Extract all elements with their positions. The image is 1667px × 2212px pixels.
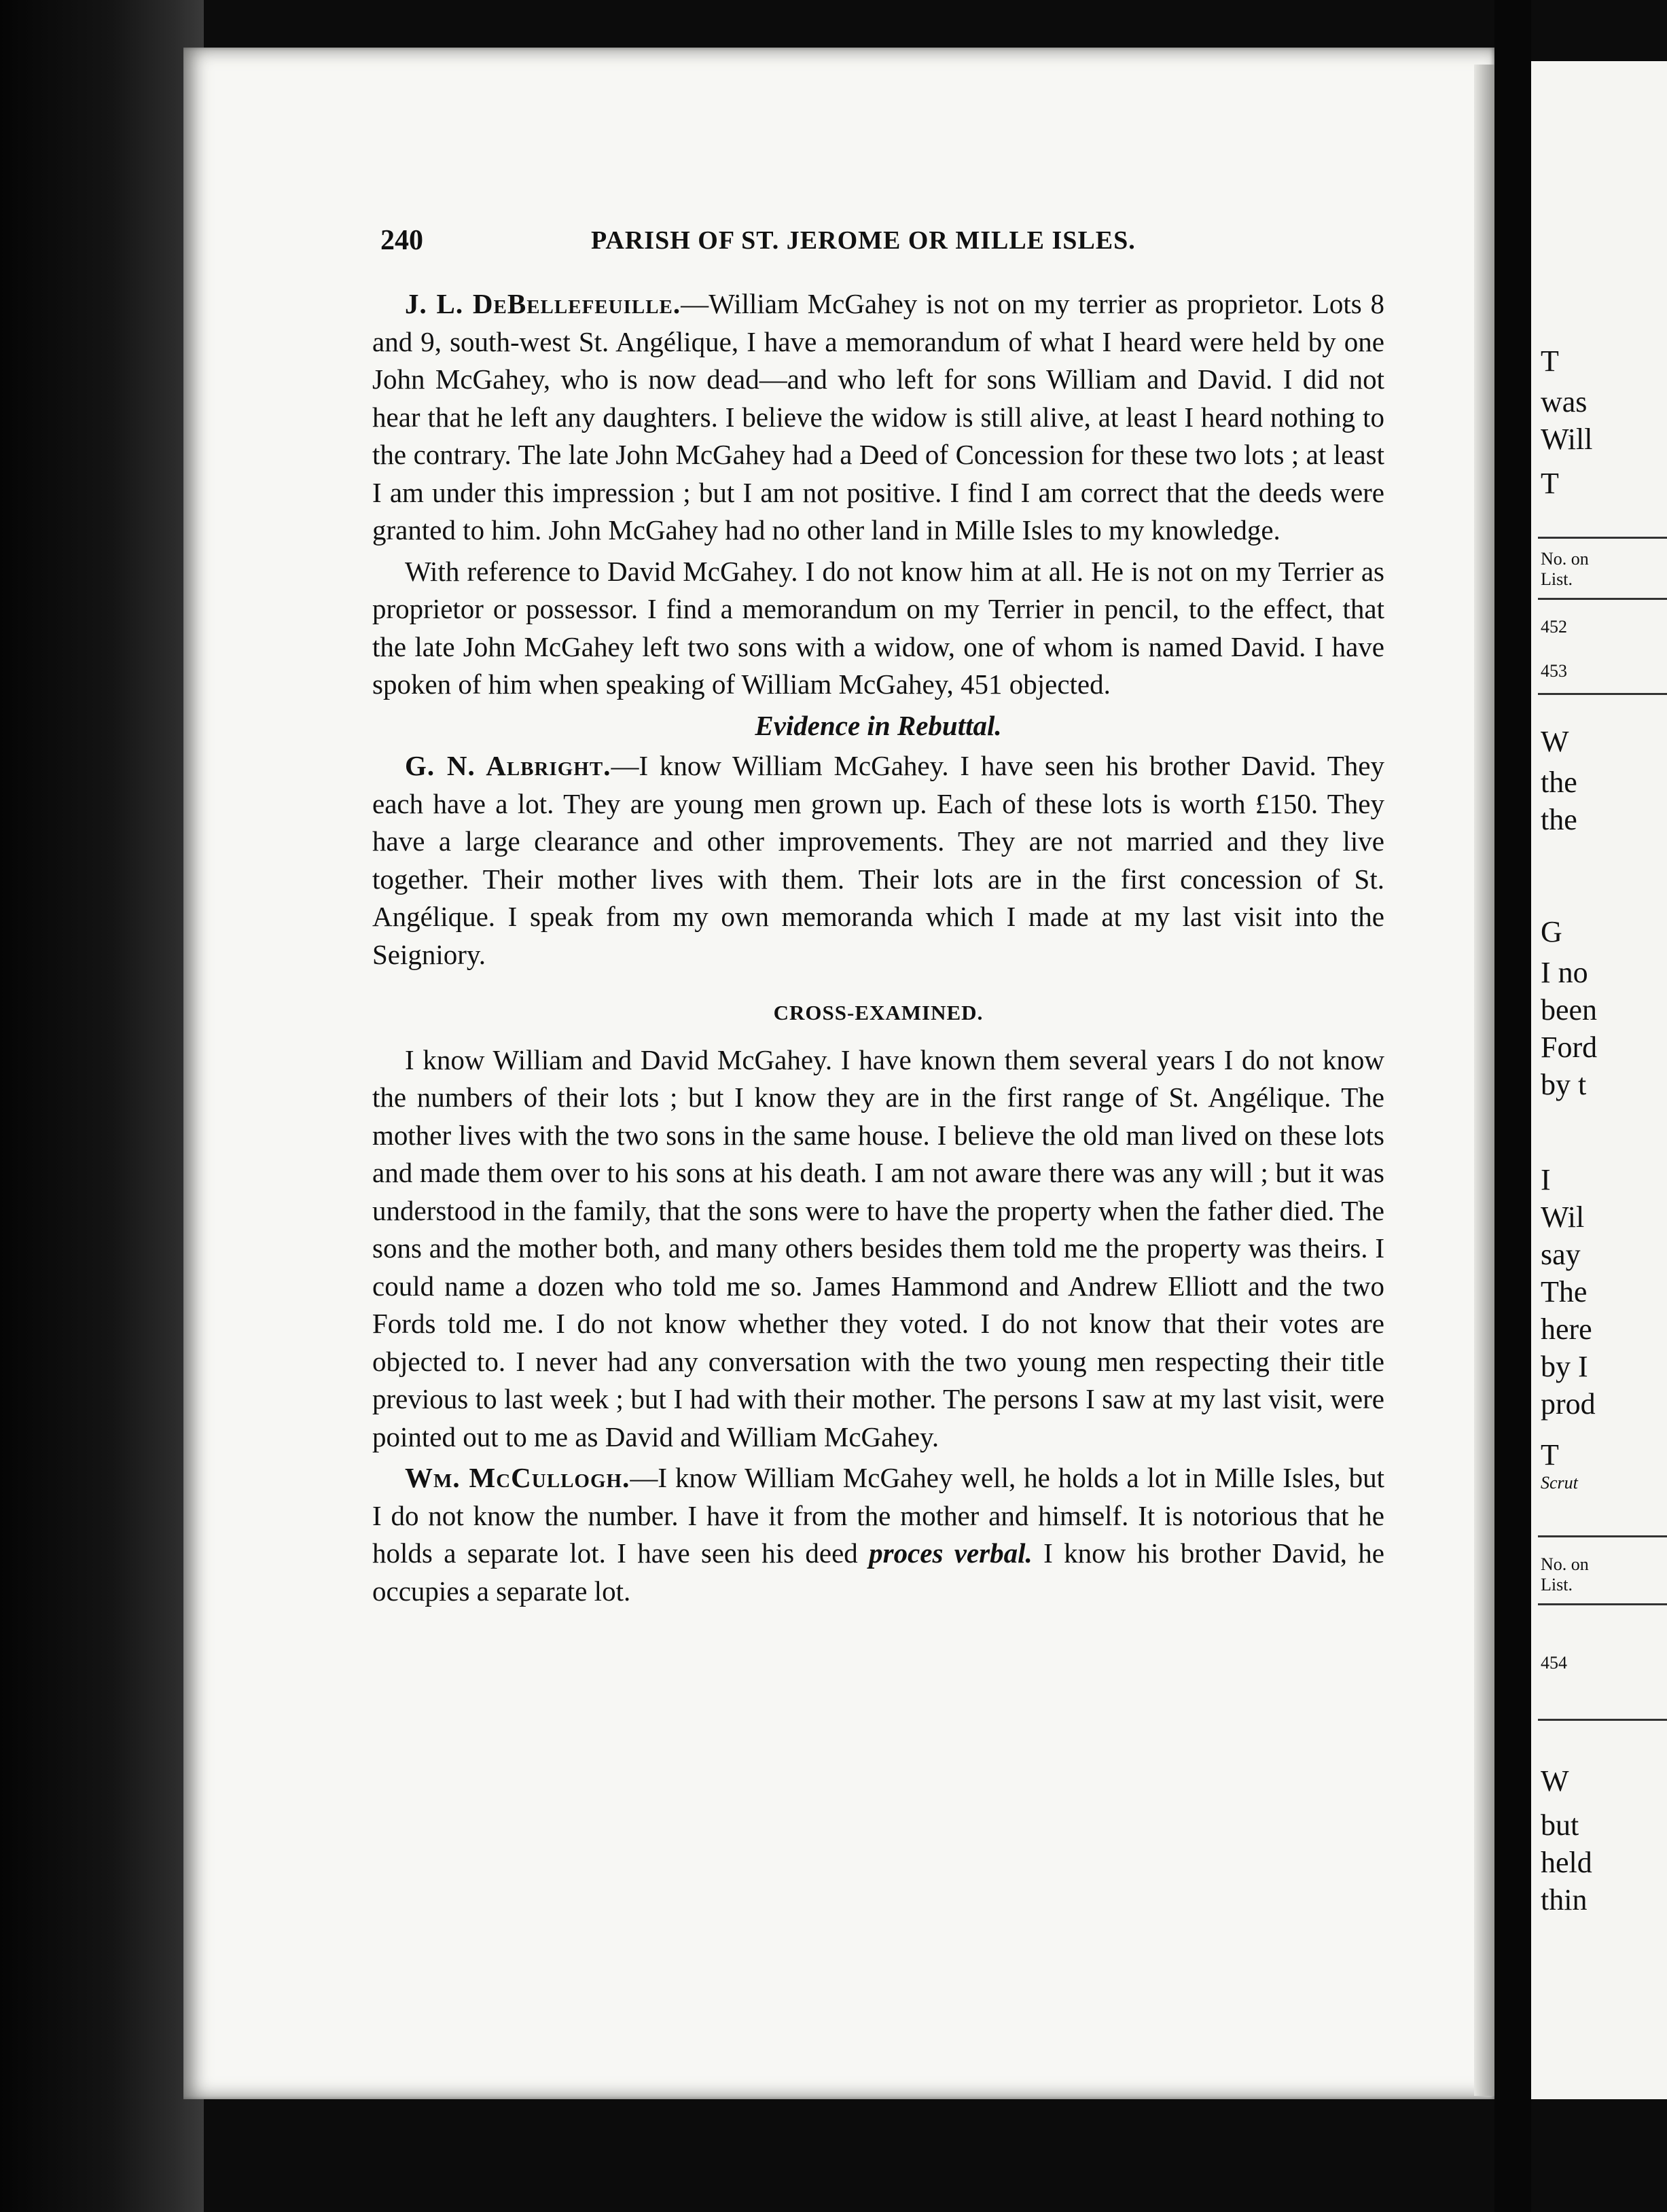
paragraph-david-mcgahey — [372, 553, 1384, 704]
right-page-fragment: W — [1541, 725, 1569, 758]
right-page-fragment: thin — [1541, 1883, 1588, 1916]
section-heading-cross-examined: CROSS-EXAMINED. — [773, 1001, 984, 1024]
right-page-fragment: say — [1541, 1238, 1581, 1271]
paragraph-debellefeuille — [372, 285, 1384, 550]
paragraph-text: I know William and David McGahey. I have known them several years I do not know the numbers of their lots ; but I know they are in the first range of St. Angélique. The mother lives with the two sons in the same house. I believe the old man lived on these lots and made them over to his sons at his death. I am not aware there was any will ; but it was understood in the family, that the sons were to have the property when the father died. The sons and the mother both, and many others besides them told me the property was theirs. I could name a dozen who told me so. James Hammond and Andrew Elliott and the two Fords told me. I do not know whether they voted. I do not know that their votes are objected to. I never had any conversation with the two young men respecting their title previous to last week ; but I had with their mother. The persons I saw at my last visit, were pointed out to me as David and William McGahey. — [372, 1043, 1384, 1452]
right-page-fragment: The — [1541, 1275, 1588, 1308]
right-page-fragment: held — [1541, 1846, 1592, 1879]
right-page-fragment: No. on — [1541, 1554, 1589, 1574]
right-page-fragment: T — [1541, 467, 1559, 500]
right-page-fragment: List. — [1541, 569, 1573, 589]
right-page-fragment: here — [1541, 1313, 1592, 1346]
right-page-fragment: prod — [1541, 1387, 1596, 1421]
speaker-name: Wm. McCullogh. — [405, 1462, 630, 1493]
right-page-fragment: but — [1541, 1808, 1579, 1842]
right-page-fragment: 454 — [1541, 1653, 1567, 1673]
table-rule — [1538, 693, 1667, 695]
right-page-fragment: G — [1541, 915, 1562, 948]
paragraph-text: —William McGahey is not on my terrier as proprietor. Lots 8 and 9, south-west St. Angélique, I have a memorandum of what I heard were held by one John McGahey, who is now dead—and who left for sons William and David. I did not hear that he left any daughters. I believe the widow is still alive, at least I heard nothing to the contrary. The late John McGahey had a Deed of Concession for these two lots ; at least I am under this impression ; but I am not positive. I find I am correct that the deeds were granted to him. John McGahey had no other land in Mille Isles to my knowledge. — [372, 288, 1384, 546]
right-page-fragment: W — [1541, 1764, 1569, 1798]
page-number: 240 — [380, 225, 423, 256]
right-page-fragment: the — [1541, 766, 1577, 799]
right-page-fragment: Will — [1541, 423, 1593, 456]
right-page-fragment: by t — [1541, 1068, 1587, 1101]
paragraph-text: With reference to David McGahey. I do not know him at all. He is not on my Terrier as proprietor or possessor. I find a memorandum on my Terrier in pencil, to the effect, that the late John McGahey left two sons with a widow, one of whom is named David. I have spoken of him when speaking of William McGahey, 451 objected. — [372, 555, 1384, 700]
page-edge — [1474, 65, 1494, 2096]
section-heading-rebuttal: Evidence in Rebuttal. — [755, 709, 1002, 741]
scan-binding-shadow — [0, 0, 204, 2212]
running-title: PARISH OF ST. JEROME OR MILLE ISLES. — [591, 226, 1136, 255]
speaker-name: J. L. DeBellefeuille. — [405, 288, 681, 319]
right-page-fragment: No. on — [1541, 549, 1589, 569]
right-page-fragment: the — [1541, 803, 1577, 836]
paragraph-text: —I know William McGahey well, he holds a lot in Mille Isles, but I do not know the number. I have it from the mother and himself. It is notorious that he holds a separate lot. I have seen his deed — [372, 1462, 1385, 1569]
right-page-fragment: T — [1541, 344, 1559, 378]
table-rule — [1538, 1535, 1667, 1537]
italic-term: proces verbal. — [869, 1537, 1033, 1569]
right-page-fragment: by I — [1541, 1350, 1588, 1383]
paragraph-text: —I know William McGahey. I have seen his brother David. They each have a lot. They are young men grown up. Each of these lots is worth £150. They have a large clearance and other improvements. They are not married and they live together. Their mother lives with them. Their lots are in the first concession of St. Angélique. I speak from my own memoranda which I made at my last visit into the Seigniory. — [372, 750, 1384, 970]
table-rule — [1538, 598, 1667, 600]
adjacent-page-fragment — [1531, 61, 1667, 2099]
right-page-fragment: Ford — [1541, 1031, 1598, 1064]
paragraph-text: I know his brother David, he occupies a separate lot. — [372, 1537, 1384, 1607]
speaker-name: G. N. Albright. — [405, 750, 611, 781]
right-page-fragment: was — [1541, 385, 1588, 418]
paragraph-albright — [372, 747, 1384, 974]
table-rule — [1538, 537, 1667, 539]
right-page-fragment: T — [1541, 1438, 1559, 1471]
table-rule — [1538, 1719, 1667, 1721]
page-gutter — [1494, 0, 1531, 2212]
paragraph-mcculloch — [372, 1459, 1384, 1610]
right-page-fragment: I no — [1541, 956, 1588, 989]
page-header — [380, 224, 1230, 265]
right-page-fragment: 452 — [1541, 617, 1567, 637]
right-page-fragment: Scrut — [1541, 1473, 1578, 1493]
right-page-fragment: 453 — [1541, 661, 1567, 681]
right-page-fragment: Wil — [1541, 1200, 1585, 1234]
right-page-fragment: been — [1541, 993, 1598, 1027]
right-page-fragment: I — [1541, 1163, 1551, 1196]
table-rule — [1538, 1603, 1667, 1605]
right-page-fragment: List. — [1541, 1575, 1573, 1594]
page-text — [372, 285, 1384, 1613]
paragraph-cross-examined — [372, 1041, 1384, 1457]
